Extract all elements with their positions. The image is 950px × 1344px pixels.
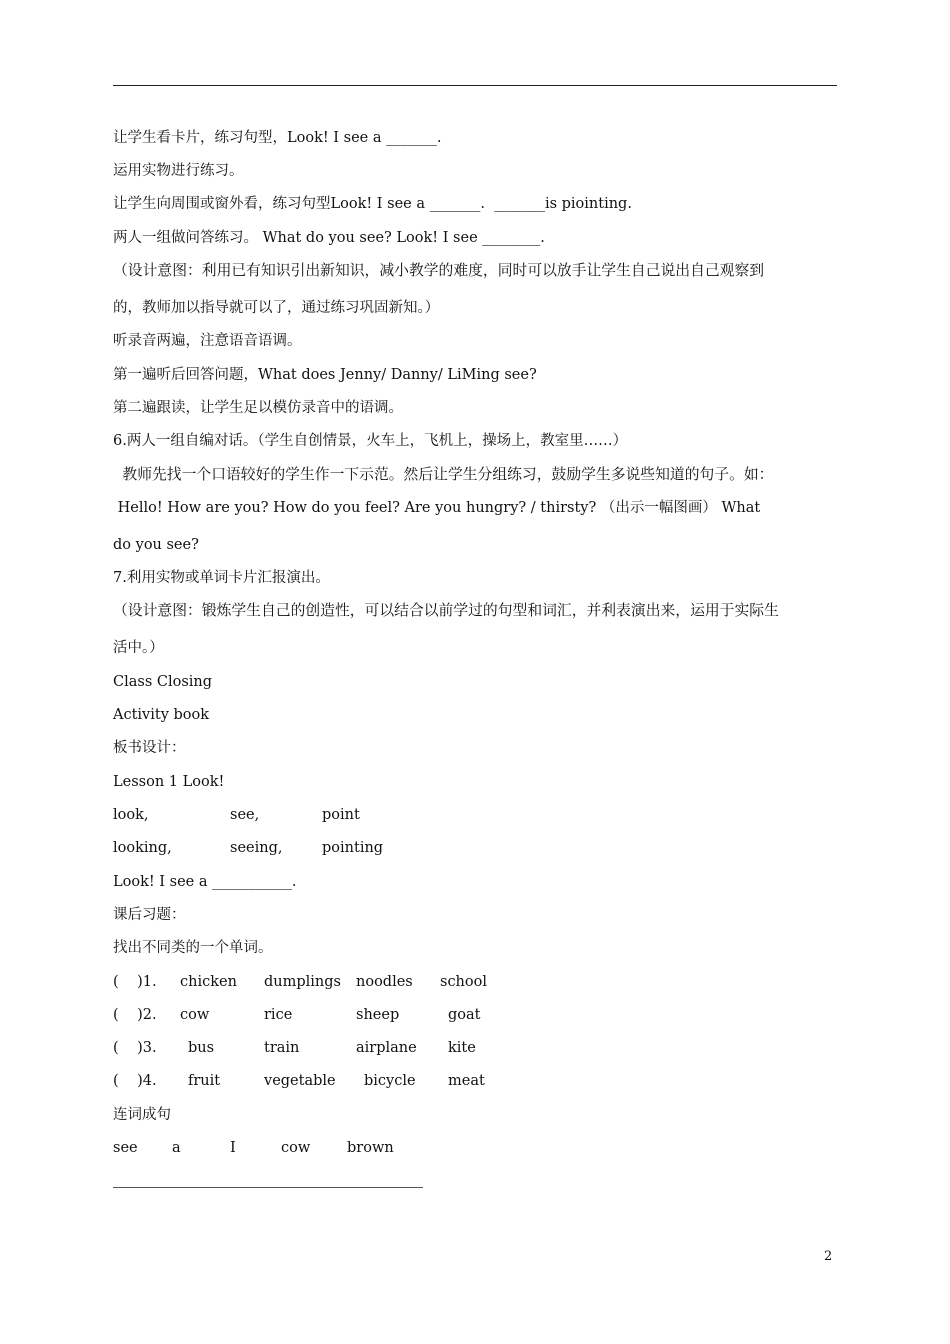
exercise-word: train <box>264 1040 300 1056</box>
text-line: 让学生向周围或窗外看，练习句型Look! I see a _______. _______is piointing. <box>113 196 632 212</box>
scrambled-word: brown <box>347 1140 394 1156</box>
text-line: 让学生看卡片，练习句型，Look! I see a _______. <box>113 130 442 146</box>
exercise-number: ( )1. <box>113 974 157 990</box>
exercise-word: rice <box>264 1007 293 1023</box>
exercise-word: cow <box>180 1007 210 1023</box>
section-heading: 连词成句 <box>113 1107 171 1123</box>
header-rule <box>113 85 837 86</box>
exercise-word: goat <box>448 1007 481 1023</box>
scrambled-word: I <box>230 1140 236 1156</box>
text-line: （设计意图：锻炼学生自己的创造性，可以结合以前学过的句型和词汇，并利表演出来，运用于实际生 <box>113 602 779 619</box>
text-line: 第二遍跟读，让学生足以模仿录音中的语调。 <box>113 400 403 416</box>
exercise-word: fruit <box>188 1073 221 1089</box>
exercise-number: ( )3. <box>113 1040 157 1056</box>
board-word: point <box>322 807 360 823</box>
board-word: pointing <box>322 840 384 856</box>
exercise-word: bicycle <box>364 1073 416 1089</box>
scrambled-word: a <box>172 1140 181 1156</box>
text-line: 找出不同类的一个单词。 <box>113 940 273 956</box>
text-line: Hello! How are you? How do you feel? Are you hungry? / thirsty? （出示一幅图画） What <box>113 500 761 516</box>
text-line: 第一遍听后回答问题，What does Jenny/ Danny/ LiMing see? <box>113 367 537 383</box>
board-word: see, <box>230 807 260 823</box>
text-line: Class Closing <box>113 674 213 690</box>
text-line: 6.两人一组自编对话。（学生自创情景，火车上，飞机上，操场上，教室里……） <box>113 433 628 449</box>
exercise-word: kite <box>448 1040 476 1056</box>
board-word: looking, <box>113 840 172 856</box>
scrambled-word: see <box>113 1140 138 1156</box>
text-line: 听录音两遍，注意语音语调。 <box>113 333 302 349</box>
exercise-word: vegetable <box>264 1073 336 1089</box>
exercise-word: chicken <box>180 974 237 990</box>
text-line: 运用实物进行练习。 <box>113 163 244 179</box>
text-line: Look! I see a ___________. <box>113 874 297 890</box>
answer-underline <box>113 1187 423 1188</box>
scrambled-word: cow <box>281 1140 311 1156</box>
text-line: 板书设计： <box>113 740 186 756</box>
text-line: 活中。） <box>113 640 164 656</box>
exercise-number: ( )2. <box>113 1007 157 1023</box>
board-word: look, <box>113 807 149 823</box>
text-line: 的，教师加以指导就可以了，通过练习巩固新知。） <box>113 300 440 316</box>
page-number: 2 <box>824 1249 833 1264</box>
text-line: do you see? <box>113 537 199 553</box>
exercise-word: meat <box>448 1073 485 1089</box>
exercise-word: bus <box>188 1040 215 1056</box>
text-line: 两人一组做问答练习。 What do you see? Look! I see ________. <box>113 230 545 246</box>
text-line: Activity book <box>113 707 210 723</box>
text-line: Lesson 1 Look! <box>113 774 225 790</box>
text-line: （设计意图：利用已有知识引出新知识，减小教学的难度，同时可以放手让学生自己说出自己观察到 <box>113 262 765 279</box>
text-line: 7.利用实物或单词卡片汇报演出。 <box>113 570 330 586</box>
board-word: seeing, <box>230 840 283 856</box>
exercise-word: school <box>440 974 487 990</box>
exercise-number: ( )4. <box>113 1073 157 1089</box>
exercise-word: airplane <box>356 1040 417 1056</box>
exercise-word: sheep <box>356 1007 400 1023</box>
exercise-word: noodles <box>356 974 413 990</box>
exercise-word: dumplings <box>264 974 341 990</box>
text-line: 教师先找一个口语较好的学生作一下示范。然后让学生分组练习，鼓励学生多说些知道的句子。如： <box>113 466 774 483</box>
text-line: 课后习题： <box>113 907 186 923</box>
